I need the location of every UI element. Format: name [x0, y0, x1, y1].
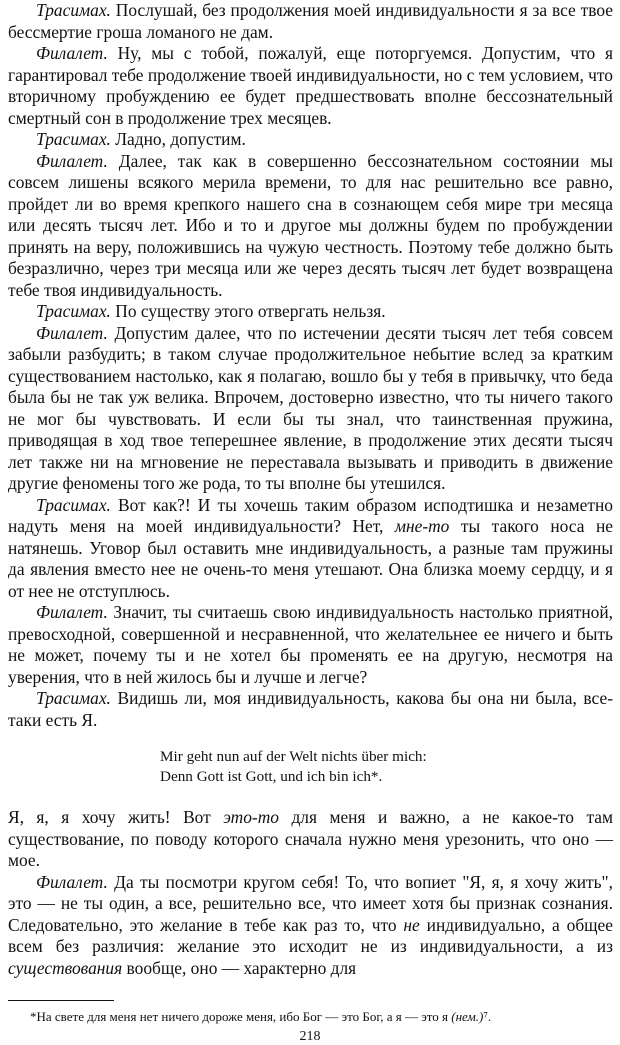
paragraph — [8, 807, 613, 872]
speaker-name: Трасимах. — [36, 494, 111, 515]
paragraph — [8, 151, 613, 302]
paragraph — [8, 688, 613, 731]
emphasis-text: существования — [8, 957, 123, 978]
paragraph-text: для меня и важно, а не какое-то там существование, по поводу которого сначала нужно меня урезонить, что оно — мое. — [8, 807, 613, 870]
footnote-ref: ⁷. — [483, 1009, 492, 1024]
paragraph-text: Далее, так как в совершенно бессознательном состоянии мы совсем лишены всякого мерила времени, то для нас решительно все равно, пройдет ли во время крепкого нашего сна в сознающем себя мире три месяца или десять тысяч лет. Ибо и то и другое мы должны будем по пробуждении принять на веру, положившись на чужую честность. Поэтому тебе должно быть безразлично, через три месяца или же через десять тысяч лет будет возвращена тебе твоя индивидуальность. — [8, 150, 613, 300]
paragraph — [8, 0, 613, 43]
page-number: 218 — [299, 1029, 321, 1044]
paragraph-text: Значит, ты считаешь свою индивидуальность настолько приятной, превосходной, совершенной и несравненной, что желательнее ее ничего и быть не может, почему ты и не хотел бы променять ее на другую, несмотря на уверения, что в ней жилось бы и лучше и легче? — [8, 602, 613, 687]
paragraph — [8, 872, 613, 980]
paragraph-text: Я, я, я хочу жить! Вот — [8, 807, 224, 827]
footnote-divider — [8, 1000, 114, 1001]
paragraph — [8, 43, 613, 129]
paragraph-text: Вот как?! И ты хочешь таким образом исподтишка и незаметно надуть меня на моей индивидуальности? Нет, — [8, 494, 613, 536]
speaker-name: Филалет. — [36, 602, 108, 622]
footnote-source: (нем.) — [451, 1009, 484, 1024]
speaker-name: Филалет. — [36, 150, 108, 171]
emphasis-text: это-то — [223, 807, 279, 827]
verse-line: Mir geht nun auf der Welt nichts über mich: — [160, 748, 427, 765]
verse-line: Denn Gott ist Gott, und ich bin ich*. — [160, 768, 383, 785]
german-verse — [160, 747, 613, 787]
paragraph-text: Ну, мы с тобой, пожалуй, еще поторгуемся. Допустим, что я гарантировал тебе продолжение твоей индивидуальности, но с тем условием, что вторичному пробуждению ее будет предшествовать вполне бессознательный смертный сон в продолжение трех месяцев. — [8, 43, 613, 128]
footnote-text: *На свете для меня нет ничего дороже меня, ибо Бог — это Бог, а я — это я — [30, 1009, 452, 1024]
paragraph — [8, 323, 613, 495]
paragraph — [8, 602, 613, 688]
paragraph-text: Послушай, без продолжения моей индивидуальности я за все твое бессмертие гроша ломаного не дам. — [8, 0, 613, 42]
speaker-name: Трасимах. — [36, 688, 111, 708]
emphasis-text: не — [403, 914, 420, 935]
speaker-name: Филалет. — [36, 43, 108, 63]
paragraph-text: Видишь ли, моя индивидуальность, какова бы она ни была, все-таки есть Я. — [8, 688, 613, 730]
paragraph-text: индивидуально, а общее всем без различия: желание это исходит не из индивидуальности, а из — [8, 914, 613, 956]
speaker-name: Трасимах. — [36, 301, 111, 321]
paragraph — [8, 301, 613, 323]
speaker-name: Трасимах. — [36, 129, 111, 149]
paragraph-text: Допустим далее, что по истечении десяти тысяч лет тебя совсем забыли разбудить; в таком случае продолжительное небытие вслед за кратким существованием настолько, как я полагаю, вошло бы у тебя в привычку, что беда была бы не так уж велика. Впрочем, достоверно известно, что ты ничего такого не мог бы чувствовать. И если бы ты знал, что таинственная пружина, приводящая в ход твое теперешнее явление, в продолжение этих десяти тысяч лет также ни на мгновение не переставала вызывать и приводить в движение другие феномены того же рода, то ты вполне бы утешился. — [8, 322, 613, 493]
paragraph-text: ты такого носа не натянешь. Уговор был оставить мне индивидуальность, а разные там пружины да явления вместо нее не очень-то меня утешают. Она близка моему сердцу, и я от нее не отступлюсь. — [8, 516, 613, 601]
footnote — [8, 1008, 613, 1025]
speaker-name: Филалет. — [36, 871, 108, 892]
speaker-name: Филалет. — [36, 322, 108, 343]
emphasis-text: мне-то — [394, 516, 450, 536]
paragraph-text: вообще, оно — характерно для — [122, 957, 357, 978]
paragraph-text: Да ты посмотри кругом себя! То, что вопиет "Я, я, я хочу жить", это — не ты один, а все, решительно все, что имеет хотя бы признак сознания. Следовательно, это желание в тебе как раз то, что — [8, 871, 613, 935]
paragraph-text: По существу этого отвергать нельзя. — [110, 301, 386, 321]
main-text — [8, 0, 613, 979]
paragraph — [8, 129, 613, 151]
paragraph-text: Ладно, допустим. — [110, 129, 246, 149]
speaker-name: Трасимах. — [36, 0, 111, 20]
paragraph — [8, 495, 613, 603]
